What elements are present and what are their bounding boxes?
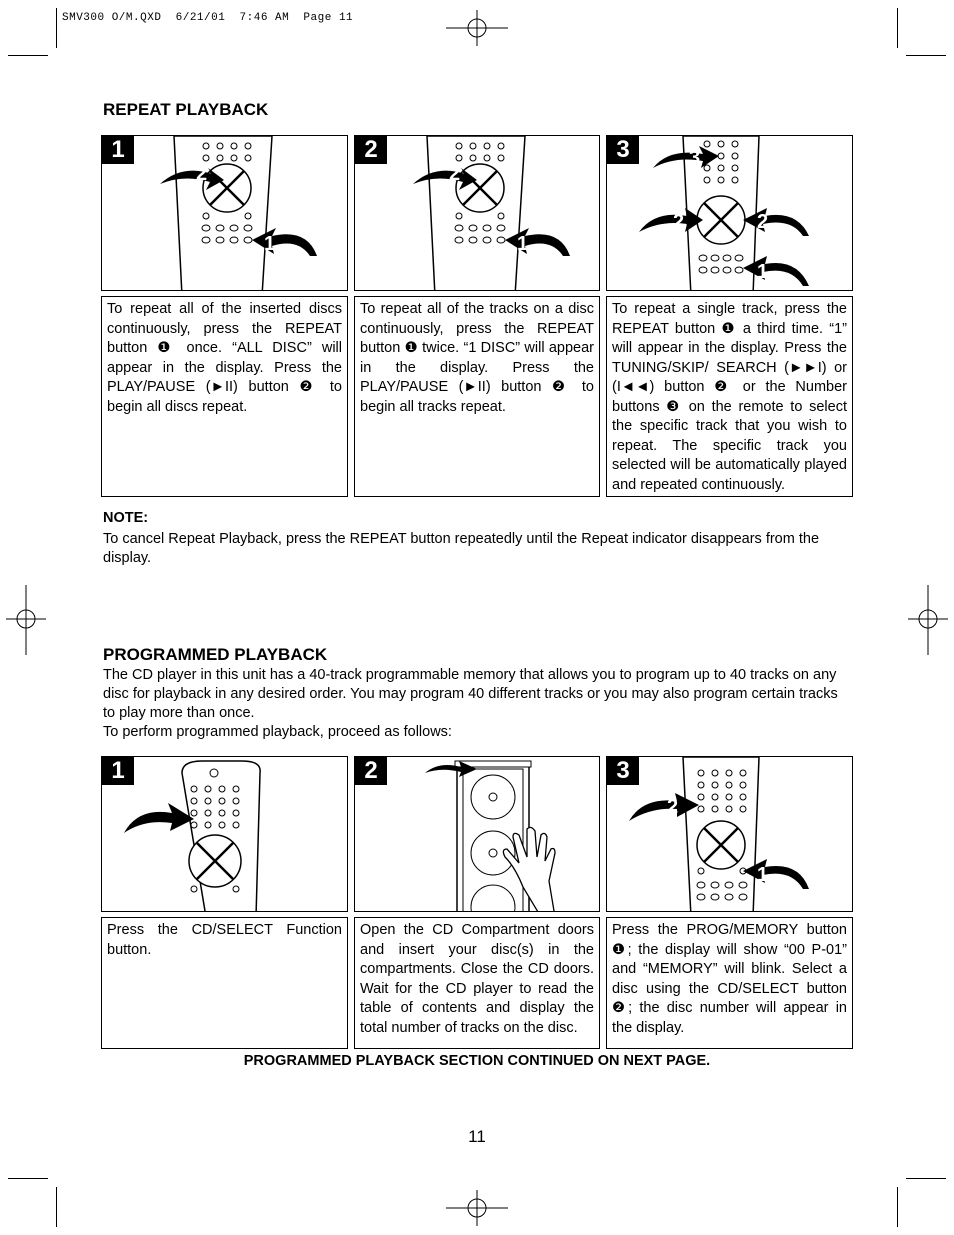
svg-text:2: 2 bbox=[196, 163, 208, 185]
svg-text:1: 1 bbox=[264, 233, 276, 255]
step-number-badge: 2 bbox=[355, 757, 387, 785]
remote-control-drawing bbox=[355, 136, 600, 291]
continued-notice: PROGRAMMED PLAYBACK SECTION CONTINUED ON NEXT PAGE. bbox=[243, 1053, 711, 1069]
repeat-step-3-illustration bbox=[606, 135, 853, 291]
arrow-pointer-icon bbox=[124, 803, 194, 833]
note-label: NOTE: bbox=[103, 510, 149, 526]
remote-control-drawing bbox=[102, 757, 348, 912]
svg-text:1: 1 bbox=[757, 261, 769, 283]
repeat-step-3-text: To repeat a single track, press the REPEAT button ❶ a third time. “1” will appear in the display. Press the TUNING/SKIP/ SEARCH (►►I) or (I◄◄) button ❷ or the Number buttons ❸ on the remote to select the specific track that you wish to repeat. The specific track you selected will be automatically played and repeated continuously. bbox=[606, 296, 853, 497]
dpad-icon bbox=[697, 821, 745, 869]
cd-compartment-drawing bbox=[355, 757, 600, 912]
repeat-step-2-text: To repeat all of the tracks on a disc continuously, press the REPEAT button ❶ twice. “1 DISC” will appear in the display. Press the PLAY/PAUSE (►II) button ❷ to begin all tracks repeat. bbox=[354, 296, 600, 497]
step-number-badge: 3 bbox=[607, 757, 639, 785]
registration-mark-top bbox=[446, 10, 508, 46]
step-number-badge: 1 bbox=[102, 136, 134, 164]
programmed-intro: The CD player in this unit has a 40-track programmable memory that allows you to program up to 40 tracks on any disc for playback in any desired order. You may program 40 different tracks or you may also program certain tracks to play more than once. bbox=[103, 667, 838, 721]
svg-text:2: 2 bbox=[449, 163, 461, 185]
repeat-playback-heading: REPEAT PLAYBACK bbox=[103, 100, 269, 119]
programmed-playback-heading: PROGRAMMED PLAYBACK bbox=[103, 645, 328, 664]
programmed-step-3-text: Press the PROG/MEMORY button ❶; the display will show “00 P-01” and “MEMORY” will blink. Select a disc using the CD/SELECT button ❷; the disc number will appear in the display. bbox=[606, 917, 853, 1049]
print-slug: SMV300 O/M.QXD 6/21/01 7:46 AM Page 11 bbox=[62, 12, 354, 24]
cd-disc-icon bbox=[471, 775, 515, 819]
page-number: 11 bbox=[468, 1127, 486, 1146]
note-text: To cancel Repeat Playback, press the REPEAT button repeatedly until the Repeat indicator disappears from the display. bbox=[103, 531, 820, 566]
repeat-step-1-illustration bbox=[101, 135, 348, 291]
registration-mark-bottom bbox=[446, 1190, 508, 1226]
svg-text:2: 2 bbox=[673, 211, 685, 233]
step-number-badge: 3 bbox=[607, 136, 639, 164]
programmed-step-1-text: Press the CD/SELECT Function button. bbox=[101, 917, 348, 1049]
svg-text:3: 3 bbox=[689, 147, 701, 169]
programmed-step-3-illustration bbox=[606, 756, 853, 912]
repeat-step-2-illustration bbox=[354, 135, 600, 291]
dpad-icon bbox=[189, 835, 241, 887]
svg-text:1: 1 bbox=[517, 233, 529, 255]
programmed-step-2-text: Open the CD Compartment doors and insert your disc(s) in the compartments. Close the CD doors. Wait for the CD player to read the table of contents and display the total number of tracks on the disc. bbox=[354, 917, 600, 1049]
programmed-step-1-illustration bbox=[101, 756, 348, 912]
svg-text:2: 2 bbox=[757, 211, 769, 233]
step-number-badge: 2 bbox=[355, 136, 387, 164]
registration-mark-left bbox=[6, 585, 46, 655]
step-number-badge: 1 bbox=[102, 757, 134, 785]
svg-text:2: 2 bbox=[667, 796, 679, 818]
remote-control-drawing bbox=[607, 136, 853, 291]
remote-control-drawing bbox=[102, 136, 348, 291]
dpad-icon bbox=[697, 196, 745, 244]
remote-control-drawing bbox=[607, 757, 853, 912]
repeat-step-1-text: To repeat all of the inserted discs continuously, press the REPEAT button ❶ once. “ALL DISC” will appear in the display. Press the PLAY/PAUSE (►II) button ❷ to begin all discs repeat. bbox=[101, 296, 348, 497]
programmed-intro-2: To perform programmed playback, proceed as follows: bbox=[103, 724, 452, 740]
svg-text:1: 1 bbox=[757, 864, 769, 886]
programmed-step-2-illustration bbox=[354, 756, 600, 912]
registration-mark-right bbox=[908, 585, 948, 655]
